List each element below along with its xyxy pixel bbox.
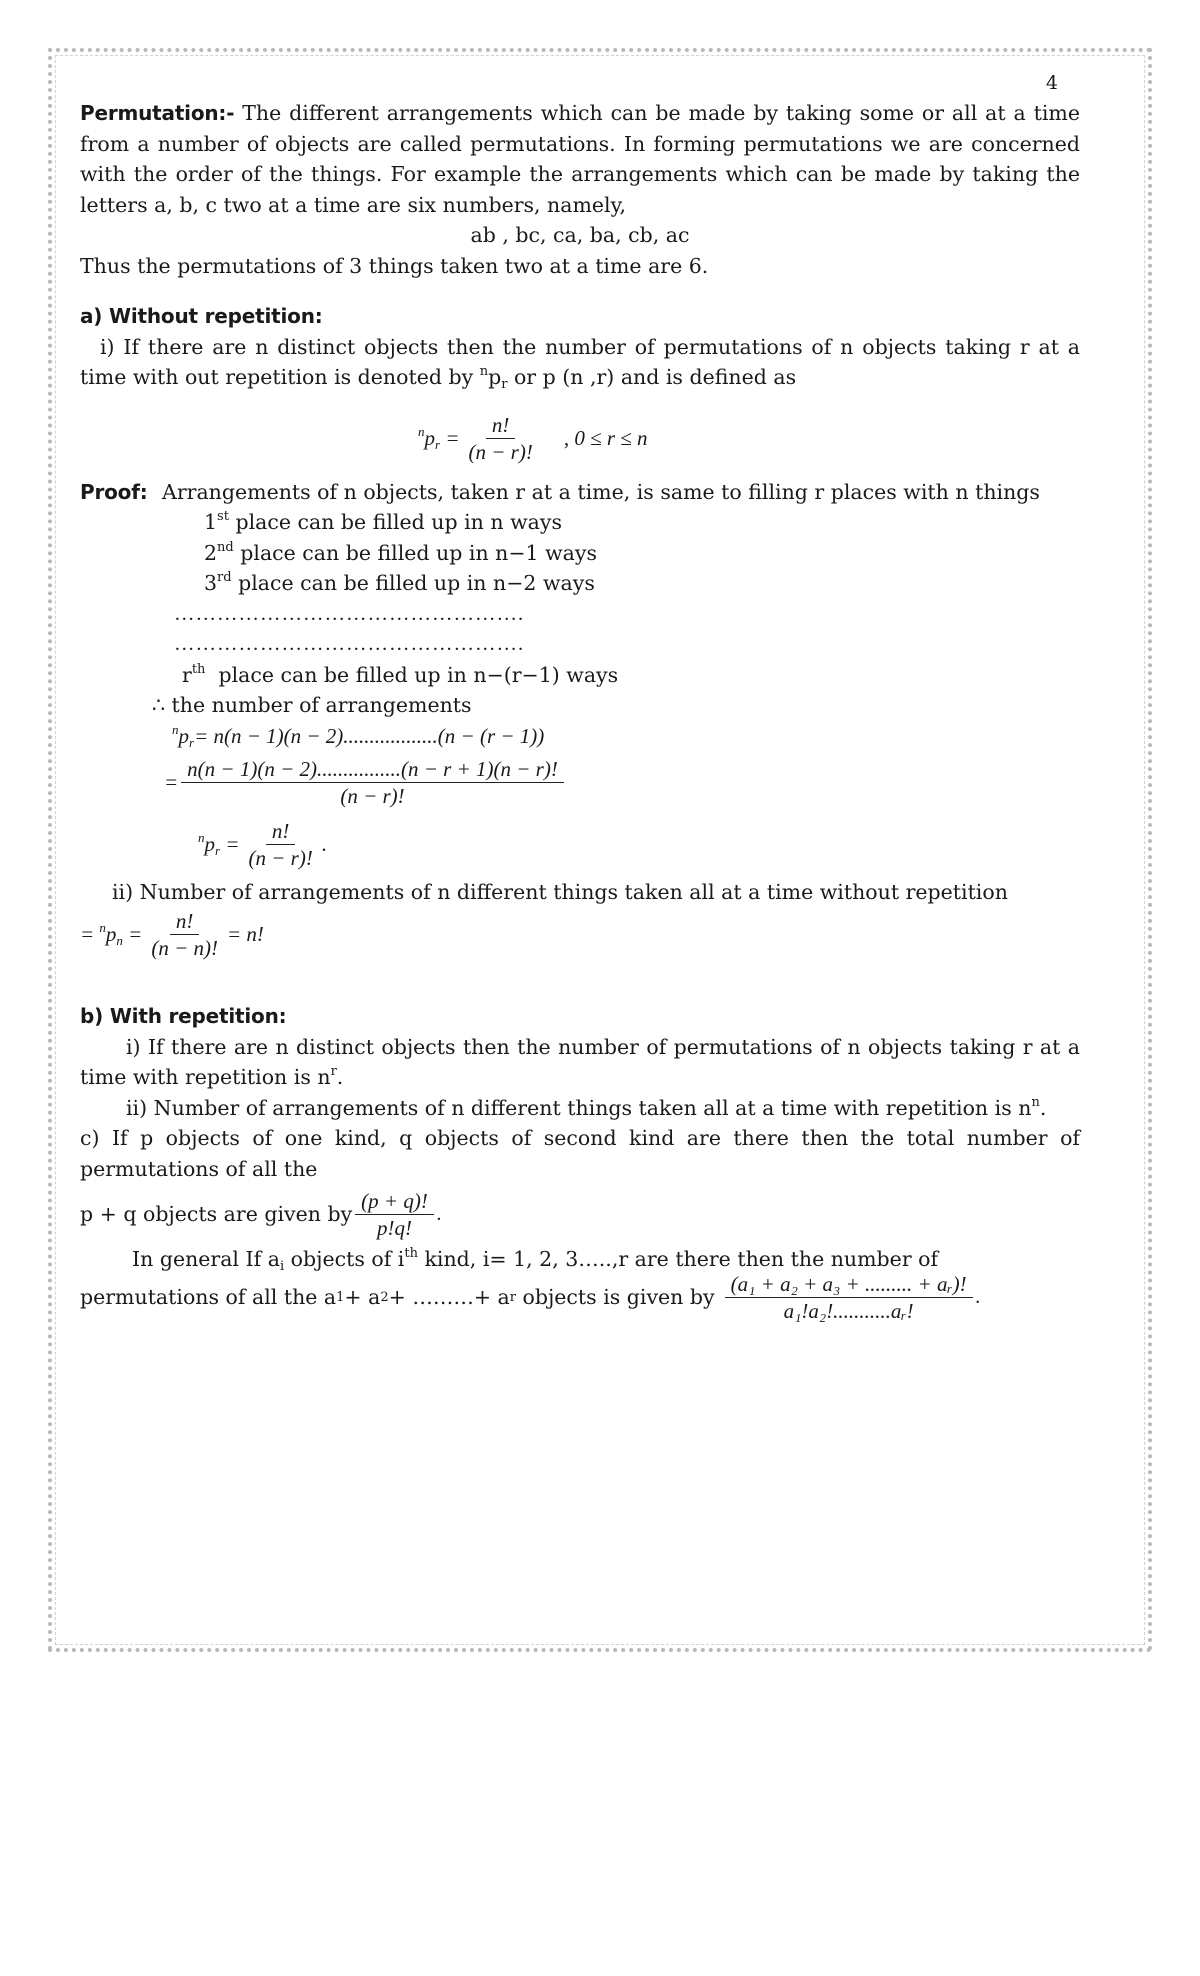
npr-numerator: n! [486,412,516,439]
section-c-formula: p + q objects are given by $\frac{(p + q)!}{p!q!}$ . [80,1188,442,1240]
step1-text: = n(n − 1)(n − 2)..................(n − (r − 1)) [194,723,545,748]
general-fraction [725,1271,973,1324]
step2-fraction [181,756,564,809]
item1-pre: i) If there are n distinct objects then the number of permutations of n objects taking r at a time with out repetition is denoted by [80,334,1080,389]
general-case-line2: permutations of all the a 1 + a 2 + ………+ a r objects is given by $\frac{\text{(a₁ + a₂ + a₃ + ......... + aᵣ)!}}{\text{a₁!a₂!...........aᵣ!}}$ . [80,1272,981,1323]
c-numerator: (p + q)! [355,1188,434,1215]
derivation-step-3: $^np_r$ = $\frac{n!}{(n - r)!}$ . [198,819,328,870]
section-a-item2: ii) Number of arrangements of n different things taken all at a time without repetition [112,879,1008,904]
document-body [80,68,1080,1327]
place-2: 2nd place can be filled up in n−1 ways [204,539,597,565]
npr-denominator: (n − r)! [468,440,533,464]
item2-result: = n! [227,921,264,946]
step2-denominator: (n − r)! [340,784,405,808]
step3-denominator: (n − r)! [248,846,313,870]
general-line2-text: permutations of all the a [80,1285,337,1310]
c-line2: p + q objects are given by [80,1201,353,1226]
permutation-title: Permutation:- [80,101,235,125]
ellipsis-line-1: …………………………………………. [174,602,525,625]
step3-fraction [242,818,318,871]
section-c-text: c) If p objects of one kind, q objects of second kind are there then the total number of permutations of all the [80,1126,1080,1181]
item1-sub: r [501,377,508,392]
place-r: $r^{th}$ place can be filled up in n−(r−1) ways [182,661,619,687]
b-item2-sup: n [1031,1094,1040,1110]
general-tail: objects is given by [522,1285,715,1310]
general-denominator: a₁!a₂!...........aᵣ! [783,1299,914,1323]
item1-sup: n [479,364,489,379]
npr-fraction [462,412,538,465]
section-b-heading: b) With repetition: [80,1004,287,1028]
b-item1-text: i) If there are n distinct objects then the number of permutations of n objects taking r at a time with repetition is n [80,1034,1080,1089]
general-case-line1: In general If $a_i$ objects of $i^{th}$ kind, i= 1, 2, 3…..,r are there then the number of [132,1246,939,1274]
general-numerator: (a₁ + a₂ + a₃ + ......... + aᵣ)! [725,1271,973,1298]
place-3: 3rd place can be filled up in n−2 ways [204,570,595,595]
derivation-step-2: = $\frac{n(n - 1)(n - 2)................(n - r + 1)(n - r)!}{(n - r)!}$ [80,753,1080,813]
permutation-intro [80,98,1080,220]
item1-post: or p (n ,r) and is defined as [513,365,797,389]
npr-condition: , 0 ≤ r ≤ n [563,426,648,451]
permutation-definition: The different arrangements which can be made by taking some or all at a time from a number of objects are called permutations. In forming permutations we are concerned with the order of the things. For example the arrangements which can be made by taking the letters a, b, c two at a time are six numbers, namely, [80,101,1080,217]
proof-paragraph [80,477,1080,508]
step3-numerator: n! [266,818,296,845]
derivation-step-1: $^np_r= n(n - 1)(n - 2)..................(n - (r - 1))$ [172,721,545,750]
item2-denominator: (n − n)! [151,935,218,960]
item2-formula: = $^np_n$ = $\frac{n!}{(n - n)!}$ = n! [80,908,264,960]
page-number: 4 [1045,72,1058,94]
item2-numerator: n! [170,908,200,935]
b-item2-text: ii) Number of arrangements of n different things taken all at a time with repetition is n [126,1095,1032,1120]
section-b-item2: ii) Number of arrangements of n different things taken all at a time with repetition is $n^n$. [126,1094,1047,1120]
therefore-line: ∴ the number of arrangements [152,693,472,717]
permutation-conclusion: Thus the permutations of 3 things taken two at a time are 6. [80,253,709,278]
step2-numerator: n(n − 1)(n − 2)................(n − r + 1)(n − r)! [181,756,564,783]
c-denominator: p!q! [377,1215,412,1240]
proof-text: Arrangements of n objects, taken r at a time, is same to filling r places with n things [162,479,1040,504]
c-fraction [355,1188,434,1241]
example-list: ab , bc, ca, ba, cb, ac [470,223,690,247]
item2-fraction [145,908,224,961]
place-1: 1st place can be filled up in n ways [204,509,562,534]
b-item1-sup: r [330,1064,337,1079]
ellipsis-line-2: …………………………………………. [174,633,525,655]
section-a-heading: a) Without repetition: [80,304,323,328]
section-a-item1 [80,332,1080,393]
npr-formula: $^np_r$ = $\frac{n!}{(n - r)!}$ , 0 ≤ r ≤ n [418,413,648,464]
item1-p: p [488,365,502,389]
proof-label: Proof: [80,479,148,504]
section-b-item1: i) If there are n distinct objects then the number of permutations of n objects taking r at a time with repetition is $n^r$. [80,1034,1080,1089]
places-list [80,507,1080,599]
